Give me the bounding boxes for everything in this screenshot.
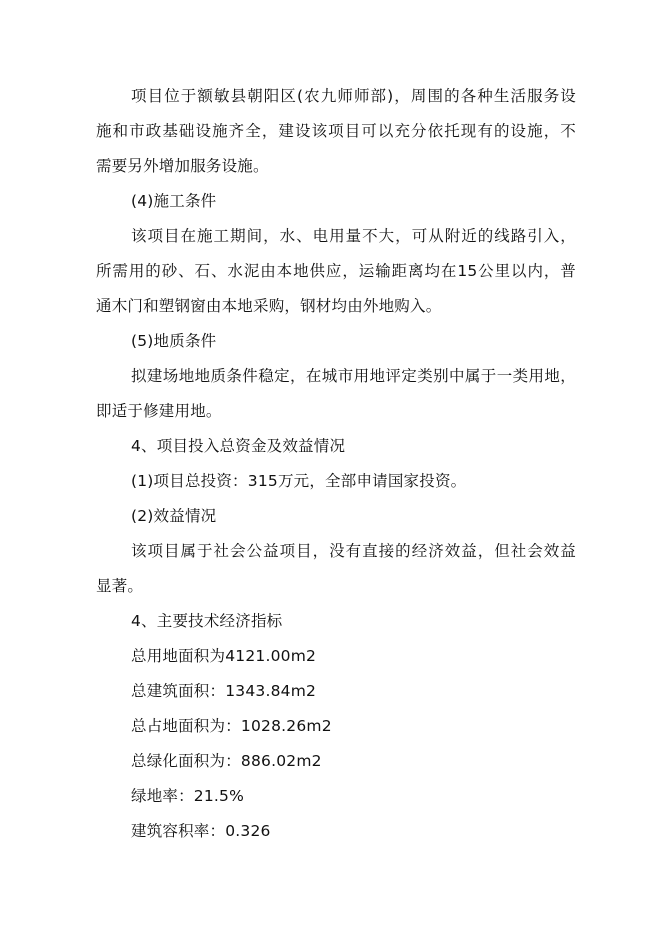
heading-geological-conditions: (5)地质条件 xyxy=(131,332,217,350)
heading-technical-indicators: 4、主要技术经济指标 xyxy=(131,612,283,630)
paragraph-construction-line-3: 通木门和塑钢窗由本地采购，钢材均由外地购入。 xyxy=(96,297,442,315)
paragraph-location-line-2: 施和市政基础设施齐全，建设该项目可以充分依托现有的设施，不 xyxy=(96,122,576,140)
heading-investment-benefits: 4、项目投入总资金及效益情况 xyxy=(131,437,346,455)
paragraph-geology-line-1: 拟建场地地质条件稳定，在城市用地评定类别中属于一类用地， xyxy=(131,367,576,385)
paragraph-location-line-1: 项目位于额敏县朝阳区(农九师师部)，周围的各种生活服务设 xyxy=(131,87,576,105)
heading-benefits: (2)效益情况 xyxy=(131,507,217,525)
paragraph-benefits-line-1: 该项目属于社会公益项目，没有直接的经济效益，但社会效益 xyxy=(131,542,576,560)
indicator-total-footprint-area: 总占地面积为：1028.26m2 xyxy=(131,717,332,735)
indicator-green-ratio: 绿地率：21.5% xyxy=(131,787,245,805)
paragraph-construction-line-1: 该项目在施工期间，水、电用量不大，可从附近的线路引入， xyxy=(131,227,576,245)
item-total-investment: (1)项目总投资：315万元，全部申请国家投资。 xyxy=(131,472,467,490)
heading-construction-conditions: (4)施工条件 xyxy=(131,192,217,210)
indicator-total-building-area: 总建筑面积：1343.84m2 xyxy=(131,682,317,700)
indicator-plot-ratio: 建筑容积率：0.326 xyxy=(131,822,271,840)
indicator-total-land-area: 总用地面积为4121.00m2 xyxy=(131,647,317,665)
indicator-total-green-area: 总绿化面积为：886.02m2 xyxy=(131,752,322,770)
paragraph-construction-line-2: 所需用的砂、石、水泥由本地供应，运输距离均在15公里以内，普 xyxy=(96,262,576,280)
paragraph-location-line-3: 需要另外增加服务设施。 xyxy=(96,157,269,175)
paragraph-geology-line-2: 即适于修建用地。 xyxy=(96,402,222,420)
paragraph-benefits-line-2: 显著。 xyxy=(96,577,144,595)
